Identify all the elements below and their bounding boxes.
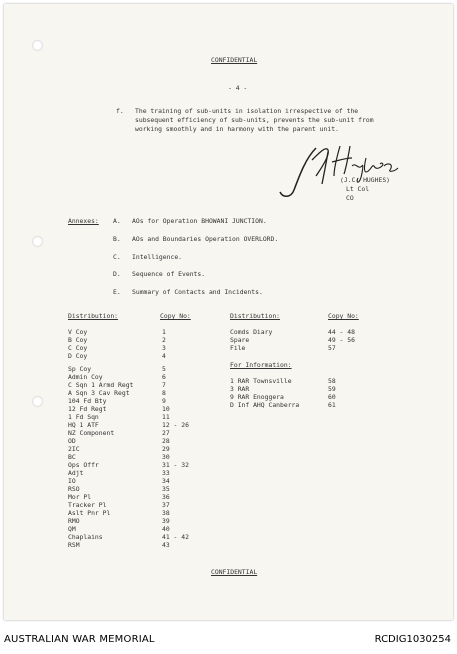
distribution-unit: Spare [230, 336, 250, 344]
distribution-copy: 30 [162, 453, 170, 461]
distribution-copy: 11 [162, 413, 170, 421]
signatory-name: (J.C. HUGHES) [340, 176, 391, 184]
annex-letter: A. [113, 217, 121, 225]
distribution-copy: 40 [162, 525, 170, 533]
distribution-copy: 44 - 48 [328, 328, 355, 336]
punch-hole [32, 396, 43, 407]
distribution-copy: 37 [162, 501, 170, 509]
distribution-unit: B Coy [68, 336, 88, 344]
annexes-label: Annexes: [68, 217, 99, 225]
distribution-copy: 2 [162, 336, 166, 344]
for-information-heading: For Information: [230, 361, 292, 369]
distribution-unit: Adjt [68, 469, 84, 477]
archive-footer [0, 624, 457, 654]
distribution-copy: 36 [162, 493, 170, 501]
information-unit: 9 RAR Enoggera [230, 393, 284, 401]
distribution-copy: 8 [162, 389, 166, 397]
distribution-unit: NZ Component [68, 429, 115, 437]
page-number: - 4 - [228, 84, 248, 92]
distribution-unit: OD [68, 437, 76, 445]
distribution-copy: 33 [162, 469, 170, 477]
document-page [4, 4, 453, 620]
distribution-unit: Ops Offr [68, 461, 99, 469]
paragraph-letter: f. [116, 107, 124, 115]
distribution-copy: 3 [162, 344, 166, 352]
distribution-copy: 39 [162, 517, 170, 525]
information-unit: 1 RAR Townsville [230, 377, 292, 385]
annex-letter: C. [113, 253, 121, 261]
annex-title: Sequence of Events. [132, 270, 206, 278]
annex-title: AOs and Boundaries Operation OVERLORD. [132, 235, 279, 243]
annex-letter: B. [113, 235, 121, 243]
information-copy: 59 [328, 385, 336, 393]
distribution-unit: Aslt Pnr Pl [68, 509, 111, 517]
paragraph-line: The training of sub-units in isolation irrespective of the [135, 107, 359, 115]
distribution-unit: Mor Pl [68, 493, 92, 501]
paragraph-line: subsequent efficiency of sub-units, prevents the sub-unit from [135, 116, 374, 124]
distribution-unit: V Coy [68, 328, 88, 336]
annex-title: Intelligence. [132, 253, 183, 261]
punch-hole [32, 40, 43, 51]
distribution-unit: QM [68, 525, 76, 533]
record-id: RCDIG1030254 [374, 634, 451, 645]
distribution-copy: 43 [162, 541, 170, 549]
information-unit: 3 RAR [230, 385, 250, 393]
distribution-unit: Chaplains [68, 533, 103, 541]
distribution-unit: C Coy [68, 344, 88, 352]
distribution-copy: 28 [162, 437, 170, 445]
distribution-unit: Admin Coy [68, 373, 103, 381]
distribution-copy: 12 - 26 [162, 421, 189, 429]
distribution-unit: C Sqn 1 Armd Regt [68, 381, 134, 389]
distribution-unit: 104 Fd Bty [68, 397, 107, 405]
distribution-unit: HQ 1 ATF [68, 421, 99, 429]
distribution-copy: 4 [162, 352, 166, 360]
punch-hole [32, 236, 43, 247]
distribution-unit: 2IC [68, 445, 80, 453]
distribution-copy: 1 [162, 328, 166, 336]
distribution-unit: 12 Fd Regt [68, 405, 107, 413]
footer-classification: CONFIDENTIAL [211, 568, 258, 576]
distribution-copy: 5 [162, 365, 166, 373]
information-copy: 61 [328, 401, 336, 409]
signatory-rank: Lt Col [346, 185, 370, 193]
information-unit: D Inf AHQ Canberra [230, 401, 300, 409]
signatory-appointment: CO [346, 194, 354, 202]
distribution-unit: File [230, 344, 246, 352]
annex-letter: E. [113, 288, 121, 296]
annex-title: AOs for Operation BHOWANI JUNCTION. [132, 217, 267, 225]
distribution-copy: 38 [162, 509, 170, 517]
header-classification: CONFIDENTIAL [211, 56, 258, 64]
distribution-unit: 1 Fd Sqn [68, 413, 99, 421]
copy-number-heading: Copy No: [160, 312, 191, 320]
annex-title: Summary of Contacts and Incidents. [132, 288, 263, 296]
distribution-unit: A Sqn 3 Cav Regt [68, 389, 130, 397]
distribution-unit: RSM [68, 541, 80, 549]
distribution-copy: 35 [162, 485, 170, 493]
institution-name: AUSTRALIAN WAR MEMORIAL [4, 634, 155, 645]
distribution-copy: 9 [162, 397, 166, 405]
distribution-unit: Comds Diary [230, 328, 273, 336]
distribution-unit: BC [68, 453, 76, 461]
distribution-unit: RSO [68, 485, 80, 493]
distribution-copy: 49 - 56 [328, 336, 355, 344]
distribution-copy: 6 [162, 373, 166, 381]
handwritten-signature [276, 140, 402, 202]
distribution-copy: 57 [328, 344, 336, 352]
copy-number-heading: Copy No: [328, 312, 359, 320]
distribution-copy: 29 [162, 445, 170, 453]
distribution-unit: Tracker Pl [68, 501, 107, 509]
distribution-unit: D Coy [68, 352, 88, 360]
information-copy: 60 [328, 393, 336, 401]
annex-letter: D. [113, 270, 121, 278]
distribution-unit: Sp Coy [68, 365, 92, 373]
distribution-heading: Distribution: [68, 312, 119, 320]
distribution-copy: 10 [162, 405, 170, 413]
distribution-copy: 27 [162, 429, 170, 437]
distribution-copy: 34 [162, 477, 170, 485]
information-copy: 58 [328, 377, 336, 385]
distribution-heading: Distribution: [230, 312, 281, 320]
distribution-unit: RMO [68, 517, 80, 525]
distribution-copy: 41 - 42 [162, 533, 189, 541]
distribution-copy: 7 [162, 381, 166, 389]
paragraph-line: working smoothly and in harmony with the parent unit. [135, 125, 339, 133]
distribution-copy: 31 - 32 [162, 461, 189, 469]
distribution-unit: IO [68, 477, 76, 485]
